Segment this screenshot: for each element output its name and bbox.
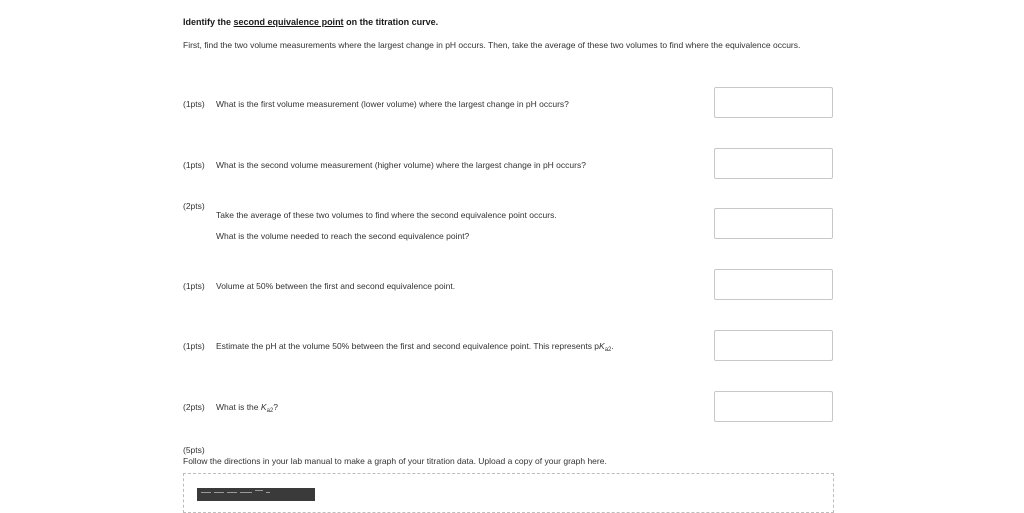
q1-points: (1pts) — [183, 99, 205, 109]
heading-emphasis: second equivalence point — [233, 17, 344, 27]
q5-text — [216, 341, 614, 353]
thumb-line — [201, 492, 211, 493]
q5-text-main: Estimate the pH at the volume 50% between the first and second equivalence point. This represents p — [216, 341, 600, 351]
heading-prefix: Identify the — [183, 17, 232, 27]
q3-points: (2pts) — [183, 201, 205, 211]
q2-points: (1pts) — [183, 160, 205, 170]
q4-points: (1pts) — [183, 281, 205, 291]
question-heading — [183, 17, 438, 27]
q1-text: What is the first volume measurement (lower volume) where the largest change in pH occurs? — [216, 99, 569, 109]
q6-k-subscript: a2 — [266, 408, 274, 414]
thumb-line — [266, 492, 270, 493]
thumb-line — [214, 492, 224, 493]
q2-text: What is the second volume measurement (higher volume) where the largest change in pH occurs? — [216, 160, 586, 170]
q6-text — [216, 402, 278, 414]
thumb-line — [227, 492, 237, 493]
q6-points: (2pts) — [183, 402, 205, 412]
q1-answer-input[interactable] — [714, 87, 833, 118]
q5-k-subscript: a2 — [604, 347, 612, 353]
q6-text-main: What is the — [216, 402, 261, 412]
upload-instructions: Follow the directions in your lab manual to make a graph of your titration data. Upload a copy of your graph here. — [183, 456, 607, 466]
q4-answer-input[interactable] — [714, 269, 833, 300]
q5-points: (1pts) — [183, 341, 205, 351]
q2-answer-input[interactable] — [714, 148, 833, 179]
thumb-line — [255, 490, 263, 491]
q5-text-end: . — [611, 341, 614, 351]
heading-suffix: on the titration curve. — [346, 17, 439, 27]
q4-text: Volume at 50% between the first and second equivalence point. — [216, 281, 456, 291]
q6-text-end: ? — [273, 402, 278, 412]
q6-k-symbol: K — [260, 402, 267, 412]
thumb-line — [240, 492, 252, 493]
instructions: First, find the two volume measurements where the largest change in pH occurs. Then, take the average of these two volumes to find where the equivalence occurs. — [183, 40, 801, 50]
q5-answer-input[interactable] — [714, 330, 833, 361]
upload-points: (5pts) — [183, 445, 205, 455]
q3-text-line1: Take the average of these two volumes to find where the second equivalence point occurs. — [216, 210, 557, 220]
q5-k-symbol: K — [599, 341, 605, 351]
q3-answer-input[interactable] — [714, 208, 833, 239]
q6-answer-input[interactable] — [714, 391, 833, 422]
upload-toolbar-thumbnail[interactable] — [197, 488, 315, 501]
q3-text-line2: What is the volume needed to reach the second equivalence point? — [216, 231, 470, 241]
